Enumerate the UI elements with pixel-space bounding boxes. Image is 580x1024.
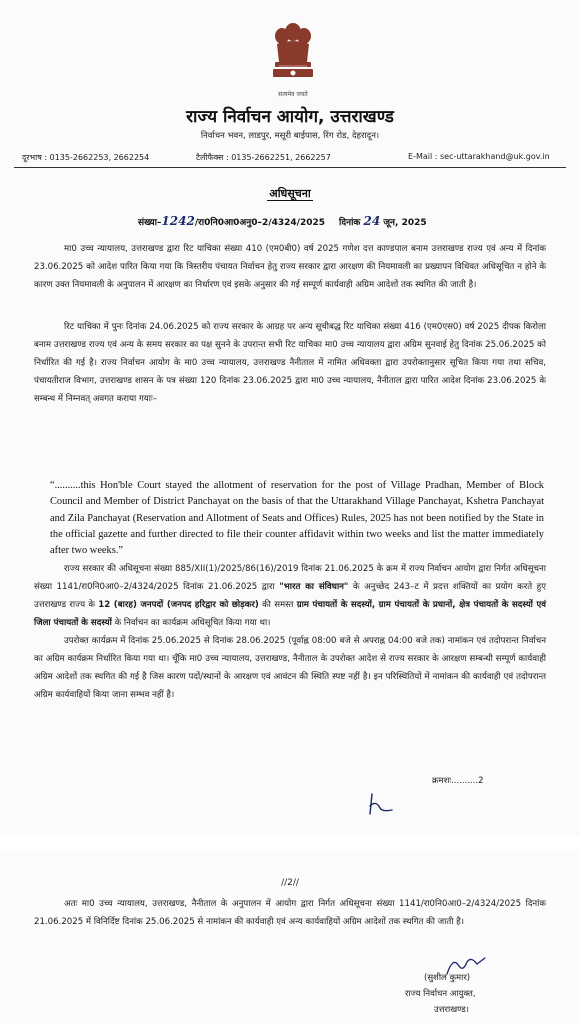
- signatory-name: (सुशील कुमार): [424, 973, 471, 983]
- paragraph-notification: राज्य सरकार की अधिसूचना संख्या 885/XII(1)/2025/86(16)/2019 दिनांक 21.06.2025 के क्रम में राज्य निर्वाचन आयोग द्वारा निर्गत अधिसूचना संख्या 1141/रा0नि0आ0–2/4324/2025 दिनांक 21.06.2025 द्वारा "भारत का संविधान" के अनुच्छेद 243–ट में प्रदत्त शक्तियों का प्रयोग करते हुए उत्तराखण्ड राज्य के 12 (बारह) जनपदों (जनपद हरिद्वार को छोड़कर) की समस्त ग्राम पंचायतों के सदस्यों, ग्राम पंचायतों के प्रधानों, क्षेत्र पंचायतों के सदस्यों एवं जिला पंचायतों के सदस्यों के निर्वाचन का कार्यक्रम अधिसूचित किया गया था।: [34, 564, 547, 628]
- signatory-title: राज्य निर्वाचन आयुक्त,: [405, 989, 476, 999]
- fax-number: टैलीफैक्स : 0135-2662251, 2662257: [196, 153, 331, 162]
- paragraph-stay-order: अतः मा0 उच्च न्यायालय, उत्तराखण्ड, नैनीताल के अनुपालन में आयोग द्वारा निर्गत अधिसूचना संख्या 1141/रा0नि0आ0–2/4324/2025 दिनांक 21.06.2025 में विनिर्दिष्ट दिनांक 25.06.2025 से नामांकन की कार्यवाही एवं अन्य कार्यवाहियों अग्रिम आदेशों तक स्थगित की जाती है।: [34, 899, 546, 927]
- organization-title: राज्य निर्वाचन आयोग, उत्तराखण्ड: [186, 107, 394, 127]
- letterhead-divider: [14, 167, 566, 168]
- emblem-motto: सत्यमेव जयते: [278, 91, 308, 98]
- paragraph-court-order: मा0 उच्च न्यायालय, उत्तराखण्ड द्वारा रिट याचिका संख्या 410 (एम0बी0) वर्ष 2025 गणेश दत्त काण्डपाल बनाम उत्तराखण्ड राज्य एवं अन्य में दिनांक 23.06.2025 को आदेश पारित किया गया कि त्रिस्तरीय पंचायत निर्वाचन हेतु राज्य सरकार द्वारा आरक्षण की नियमावली का प्रख्यापन विधिवत अधिसूचित न होने के कारण उक्त नियमावली के अनुपालन में आरक्षण का निर्धारण एवं इसके अनुसार की गई सम्पूर्ण कार्यवाही अग्रिम आदेशों तक स्थगित की जाती है।: [34, 244, 546, 290]
- email-address: E-Mail : sec-uttarakhand@uk.gov.in: [408, 152, 550, 161]
- state-emblem-icon: [261, 14, 325, 94]
- page-number: //2//: [281, 878, 299, 888]
- continued-marker: क्रमशः..........2: [432, 776, 484, 786]
- notification-page-2: [0, 850, 580, 1024]
- paragraph-hearing: रिट याचिका में पुनः दिनांक 24.06.2025 को राज्य सरकार के आग्रह पर अन्य सूचीबद्ध रिट याचिका संख्या 416 (एम0एस0) वर्ष 2025 दीपक किरोला बनाम उत्तराखण्ड राज्य एवं अन्य के समय सरकार का पक्ष सुनने के उपरान्त सभी रिट याचिका मा0 उच्च न्यायालय द्वारा अग्रिम सुनवाई हेतु दिनांक 25.06.2025 को निर्धारित की गई है। राज्य निर्वाचन आयोग के मा0 उच्च न्यायालय, उत्तराखण्ड नैनीताल में नामित अधिवक्ता द्वारा उपरोक्तानुसार सूचित किया गया तथा सचिव, पंचायतीराज विभाग, उत्तराखण्ड शासन के पत्र संख्या 120 दिनांक 23.06.2025 द्वारा मा0 उच्च न्यायालय, नैनीताल द्वारा पारित आदेश दिनांक 23.06.2025 के सम्बन्ध में निम्नवत् अवगत कराया गयाः–: [34, 322, 546, 404]
- page-separator: [0, 836, 580, 850]
- handwritten-date-day: 24: [363, 214, 381, 228]
- organization-address: निर्वाचन भवन, लाडपुर, मसूरी बाईपास, रिंग रोड, देहरादून।: [200, 131, 380, 141]
- signature-icon: [362, 790, 402, 818]
- handwritten-ref-number: 1242: [161, 214, 195, 228]
- notice-heading: अधिसूचना: [269, 187, 311, 200]
- phone-number: दूरभाष : 0135-2662253, 2662254: [22, 153, 150, 162]
- paragraph-schedule: उपरोक्त कार्यक्रम में दिनांक 25.06.2025 से दिनांक 28.06.2025 (पूर्वाह्न 08:00 बजे से अपराह्न 04:00 बजे तक) नामांकन एवं तदोपरान्त निर्वाचन का अग्रिम कार्यक्रम निर्धारित किया गया था। चूँकि मा0 उच्च न्यायालय, उत्तराखण्ड, नैनीताल के उपरोक्त आदेश से राज्य सरकार के आरक्षण सम्बन्धी सम्पूर्ण कार्यवाही अग्रिम आदेशों तक स्थगित की गई है जिस कारण पदों/स्थानों के आरक्षण एवं आवंटन की स्थिति स्पष्ट नहीं है। इन परिस्थितियों में नामांकन की कार्यवाही एवं तदोपरान्त अग्रिम कार्यवाहियों किया जाना सम्भव नहीं है।: [34, 636, 546, 700]
- signatory-place: उत्तराखण्ड।: [434, 1005, 469, 1015]
- reference-line: संख्या–1242/रा0नि0आ0अनु0–2/4324/2025 दिनांक 24 जून, 2025: [138, 214, 427, 228]
- court-order-quote: “..........this Hon'ble Court stayed the allotment of reservation for the post of Village Pradhan, Member of Block Council and Member of District Panchayat on the basis of that the Uttarakhand Village Panchayat, Kshetra Panchayat and Zila Panchayat (Reservation and Allotment of Seats and Offices) Rules, 2025 has not been notified by the State in the official gazette and further directed to file their counter affidavit within two weeks and list the matter immediately after two weeks.”: [50, 480, 544, 557]
